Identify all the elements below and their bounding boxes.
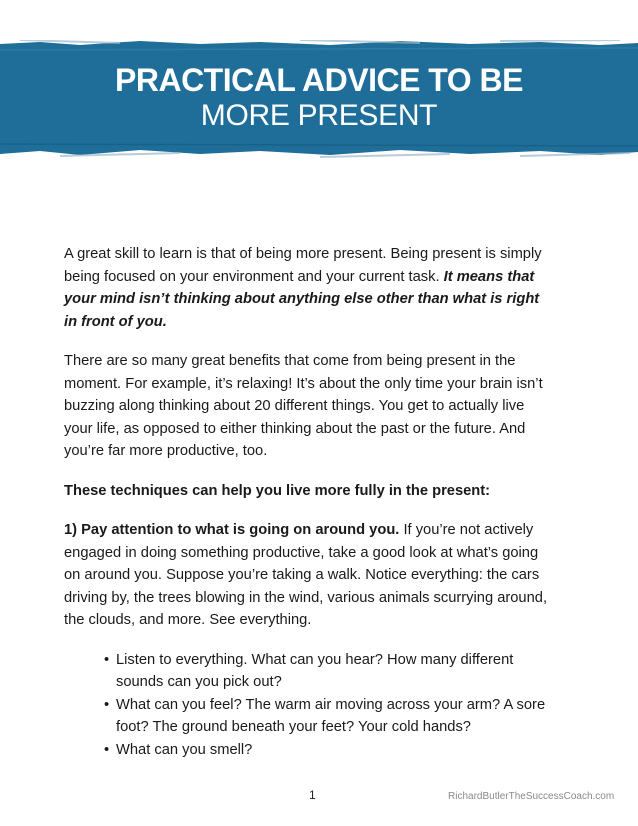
bullet-icon: •	[104, 651, 110, 668]
article-body	[64, 243, 552, 761]
intro-text: A great skill to learn is that of being more present. Being present is simply being focused on your environment and your current task.	[64, 246, 542, 285]
list-item-text: Listen to everything. What can you hear? How many different sounds can you pick out?	[116, 651, 514, 690]
bullet-icon: •	[104, 741, 110, 758]
list-item-text: What can you smell?	[116, 741, 253, 758]
sense-list	[64, 649, 552, 762]
techniques-intro: These techniques can help you live more fully in the present:	[64, 482, 491, 499]
list-item-text: What can you feel? The warm air moving across your arm? A sore foot? The ground beneath your feet? Your cold hands?	[116, 696, 546, 735]
page-number: 1	[309, 788, 316, 802]
list-item	[104, 694, 552, 739]
footer-website: RichardButlerTheSuccessCoach.com	[448, 791, 615, 802]
tip-1-heading: 1) Pay attention to what is going on around you.	[64, 522, 400, 538]
intro-paragraph	[64, 243, 552, 333]
list-item	[104, 649, 552, 694]
intro-emphasis: It means that your mind isn’t thinking about anything else other than what is right in front of you.	[64, 268, 540, 330]
page-title: PRACTICAL ADVICE TO BE	[115, 62, 523, 98]
title-banner	[0, 40, 638, 158]
page-subtitle: MORE PRESENT	[200, 99, 438, 132]
tip-1-paragraph	[64, 519, 552, 632]
benefits-paragraph: There are so many great benefits that come from being present in the moment. For example, it’s relaxing! It’s about the only time your brain isn’t buzzing along thinking about 20 different things. You get to actually live your life, as opposed to either thinking about the past or the future. And you’re far more productive, too.	[64, 353, 543, 459]
tip-1-text: If you’re not actively engaged in doing something productive, take a good look at what’s going on around you. Suppose you’re taking a walk. Notice everything: the cars driving by, the trees blowing in the wind, various animals scurrying around, the clouds, and more. See everything.	[64, 522, 548, 628]
list-item	[104, 739, 552, 762]
bullet-icon: •	[104, 696, 110, 713]
